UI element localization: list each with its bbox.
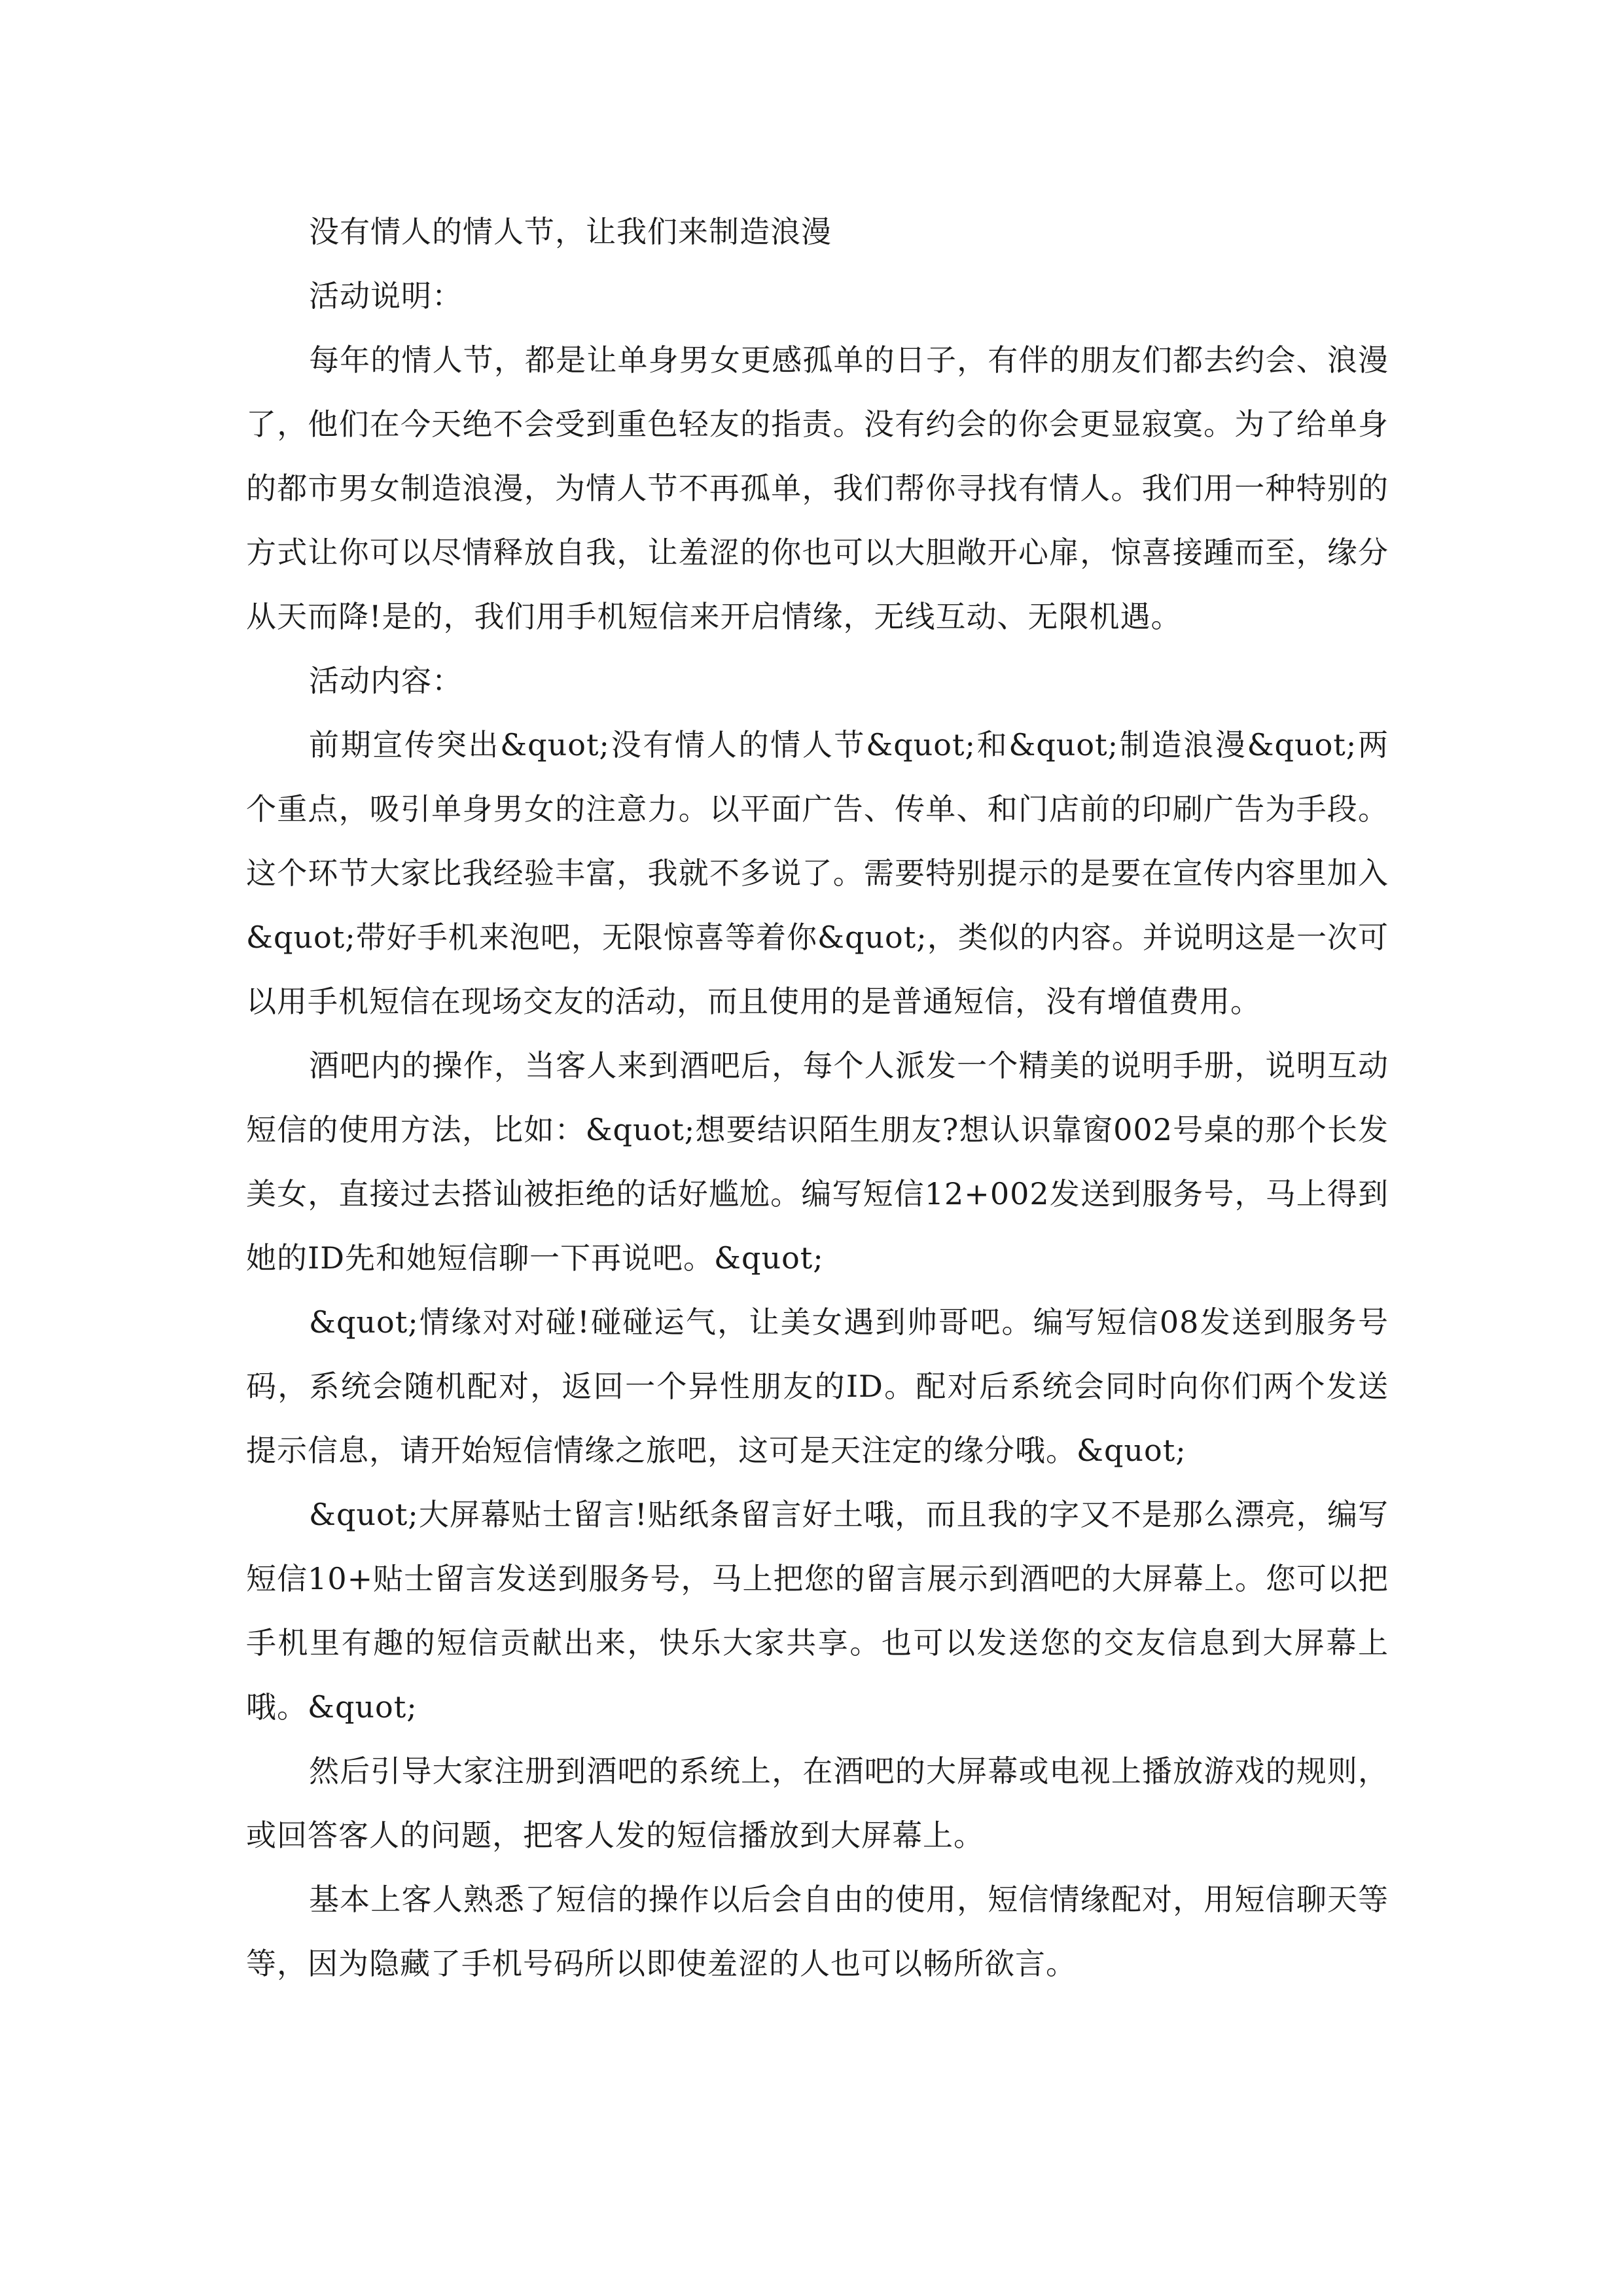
paragraph-promotion: 前期宣传突出&quot;没有情人的情人节&quot;和&quot;制造浪漫&quot;两个重点，吸引单身男女的注意力。以平面广告、传单、和门店前的印刷广告为手段。这个环节大家比我经验丰富，我就不多说了。需要特别提示的是要在宣传内容里加入&quot;带好手机来泡吧，无限惊喜等着你&quot;，类似的内容。并说明这是一次可以用手机短信在现场交友的活动，而且使用的是普通短信，没有增值费用。: [246, 727, 1389, 1019]
paragraph-match: &quot;情缘对对碰!碰碰运气，让美女遇到帅哥吧。编写短信08发送到服务号码，系统会随机配对，返回一个异性朋友的ID。配对后系统会同时向你们两个发送提示信息，请开始短信情缘之旅吧，这可是天注定的缘分哦。&quot;: [246, 1304, 1389, 1468]
paragraph-registration: 然后引导大家注册到酒吧的系统上，在酒吧的大屏幕或电视上播放游戏的规则，或回答客人的问题，把客人发的短信播放到大屏幕上。: [246, 1753, 1389, 1853]
title-line: 没有情人的情人节，让我们来制造浪漫: [309, 214, 832, 249]
paragraph-description: 每年的情人节，都是让单身男女更感孤单的日子，有伴的朋友们都去约会、浪漫了，他们在今天绝不会受到重色轻友的指责。没有约会的你会更显寂寞。为了给单身的都市男女制造浪漫，为情人节不再孤单，我们帮你寻找有情人。我们用一种特别的方式让你可以尽情释放自我，让羞涩的你也可以大胆敞开心扉，惊喜接踵而至，缘分从天而降!是的，我们用手机短信来开启情缘，无线互动、无限机遇。: [246, 342, 1389, 634]
paragraph-big-screen: &quot;大屏幕贴士留言!贴纸条留言好土哦，而且我的字又不是那么漂亮，编写短信10+贴士留言发送到服务号，马上把您的留言展示到酒吧的大屏幕上。您可以把手机里有趣的短信贡献出来，快乐大家共享。也可以发送您的交友信息到大屏幕上哦。&quot;: [246, 1497, 1389, 1725]
section-heading-description: 活动说明：: [309, 278, 463, 314]
document-body: [246, 200, 1389, 1996]
section-heading-content: 活动内容：: [309, 663, 463, 698]
paragraph-bar-operation: 酒吧内的操作，当客人来到酒吧后，每个人派发一个精美的说明手册，说明互动短信的使用方法，比如：&quot;想要结识陌生朋友?想认识靠窗002号桌的那个长发美女，直接过去搭讪被拒绝的话好尴尬。编写短信12+002发送到服务号，马上得到她的ID先和她短信聊一下再说吧。&quot;: [246, 1048, 1389, 1276]
paragraph-usage: 基本上客人熟悉了短信的操作以后会自由的使用，短信情缘配对，用短信聊天等等，因为隐藏了手机号码所以即使羞涩的人也可以畅所欲言。: [246, 1882, 1389, 1981]
